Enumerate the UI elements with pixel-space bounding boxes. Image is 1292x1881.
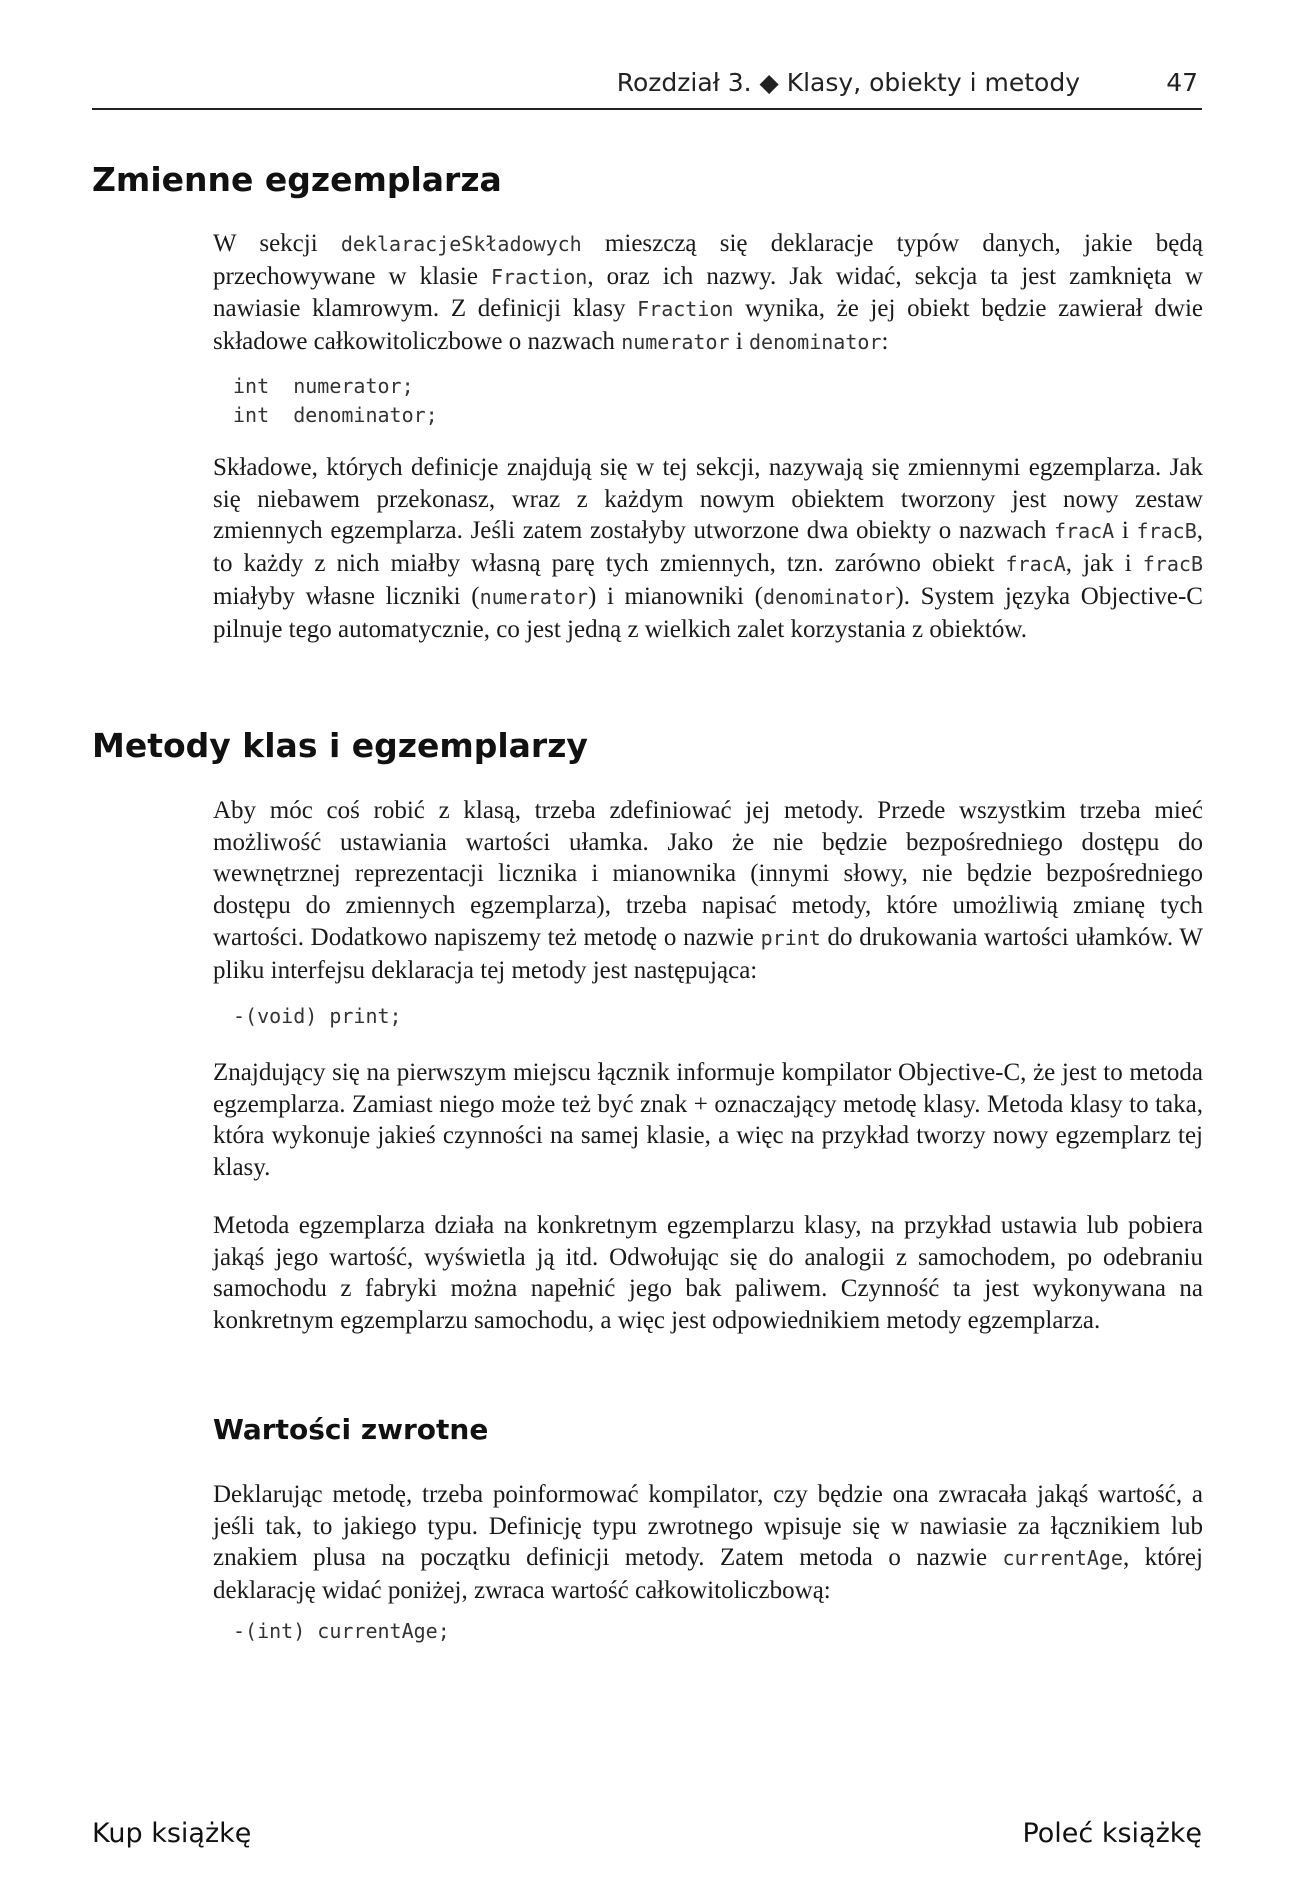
code-block-instance-vars: int numerator; int denominator; bbox=[233, 374, 438, 427]
code-block-print: -(void) print; bbox=[233, 1004, 402, 1028]
running-header bbox=[92, 66, 1202, 110]
code-inline: fracB bbox=[1136, 519, 1197, 544]
paragraph-3: Aby móc coś robić z klasą, trzeba zdefiniować jej metody. Przede wszystkim trzeba mieć możliwość ustawiania wartości ułamka. Jako że nie będzie bezpośredniego dostępu do wewnętrznej reprezentacji licznika i mianownika (innymi słowy, nie będzie bezpośredniego dostępu do zmiennych egzemplarza), trzeba napisać metody, które umożliwią zmianę tych wartości. Dodatkowo napiszemy też metodę o nazwie print do drukowania wartości ułamków. W pliku interfejsu deklaracja tej metody jest następująca: bbox=[213, 797, 1203, 984]
code-block-current-age: -(int) currentAge; bbox=[233, 1619, 450, 1643]
paragraph-2: Składowe, których definicje znajdują się w tej sekcji, nazywają się zmiennymi egzemplarza. Jak się niebawem przekonasz, wraz z każdym nowym obiektem tworzony jest nowy zestaw zmiennych egzemplarza. Jeśli zatem zostałyby utworzone dwa obiekty o nazwach fracA i fracB, to każdy z nich miałby własną parę tych zmiennych, tzn. zarówno obiekt fracA, jak i fracB miałyby własne liczniki (numerator) i mianowniki (denominator). System języka Objective-C pilnuje tego automatycznie, co jest jedną z wielkich zalet korzystania z obiektów. bbox=[213, 454, 1203, 643]
code-inline: fracA bbox=[1054, 519, 1115, 544]
code-inline: fracA bbox=[1005, 552, 1066, 577]
code-inline: print bbox=[760, 925, 821, 950]
recommend-book-link[interactable]: Poleć książkę bbox=[1022, 1818, 1202, 1849]
code-inline: Fraction bbox=[491, 264, 588, 289]
code-inline: denominator bbox=[762, 584, 896, 609]
section-heading-return-values: Wartości zwrotne bbox=[213, 1413, 489, 1446]
code-inline: Fraction bbox=[637, 297, 734, 322]
paragraph-4: Znajdujący się na pierwszym miejscu łącznik informuje kompilator Objective-C, że jest to metoda egzemplarza. Zamiast niego może też być znak + oznaczający metodę klasy. Metoda klasy to taka, która wykonuje jakieś czynności na samej klasie, a więc na przykład tworzy nowy egzemplarz tej klasy. bbox=[213, 1059, 1203, 1182]
chapter-title: Rozdział 3. ◆ Klasy, obiekty i metody bbox=[616, 68, 1080, 97]
section-heading-methods: Metody klas i egzemplarzy bbox=[92, 726, 588, 765]
paragraph-5: Metoda egzemplarza działa na konkretnym egzemplarzu klasy, na przykład ustawia lub pobiera jakąś jego wartość, wyświetla ją itd. Odwołując się do analogii z samochodem, po odebraniu samochodu z fabryki można napełnić jego bak paliwem. Czynność ta jest wykonywana na konkretnym egzemplarzu samochodu, a więc jest odpowiednikiem metody egzemplarza. bbox=[213, 1212, 1203, 1335]
code-inline: currentAge bbox=[1002, 1546, 1123, 1571]
code-inline: deklaracjeSkładowych bbox=[340, 232, 582, 256]
section-heading-instance-variables: Zmienne egzemplarza bbox=[92, 160, 502, 199]
buy-book-link[interactable]: Kup książkę bbox=[92, 1818, 252, 1849]
page-number: 47 bbox=[1166, 68, 1198, 97]
code-inline: fracB bbox=[1142, 552, 1203, 577]
paragraph-1: W sekcji deklaracjeSkładowych mieszczą się deklaracje typów danych, jakie będą przechowywane w klasie Fraction, oraz ich nazwy. Jak widać, sekcja ta jest zamknięta w nawiasie klamrowym. Z definicji klasy Fraction wynika, że jej obiekt będzie zawierał dwie składowe całkowitoliczbowe o nazwach numerator i denominator: bbox=[213, 230, 1203, 356]
code-inline: denominator bbox=[749, 330, 882, 355]
code-inline: numerator bbox=[621, 330, 730, 355]
paragraph-6: Deklarując metodę, trzeba poinformować kompilator, czy będzie ona zwracała jakąś wartość, a jeśli tak, to jakiego typu. Definicję typu zwrotnego wpisuje się w nawiasie za łącznikiem lub znakiem plusa na początku definicji metody. Zatem metoda o nazwie currentAge, której deklarację widać poniżej, zwraca wartość całkowitoliczbową: bbox=[213, 1481, 1203, 1605]
code-inline: numerator bbox=[479, 584, 588, 609]
